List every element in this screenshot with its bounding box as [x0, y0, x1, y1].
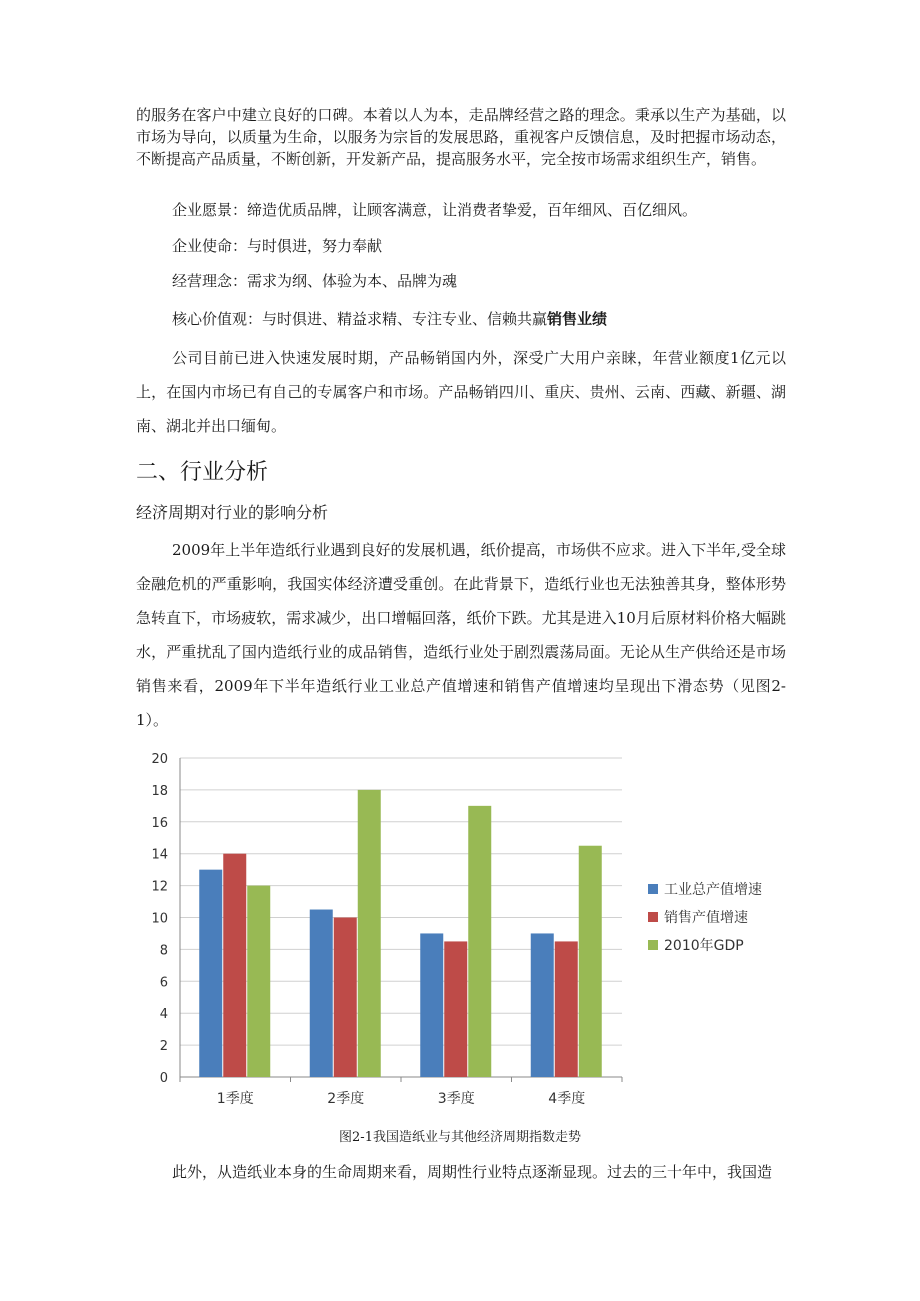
y-tick-label: 18 [151, 783, 168, 799]
philosophy-line: 经营理念：需求为纲、体验为本、品牌为魂 [172, 272, 458, 290]
bar-chart [130, 745, 790, 1115]
legend-swatch-1 [648, 884, 658, 894]
x-tick-label: 2季度 [327, 1091, 365, 1107]
closing-paragraph: 此外，从造纸业本身的生命周期来看，周期性行业特点逐渐显现。过去的三十年中，我国造 [172, 1163, 773, 1181]
section-heading: 二、行业分析 [136, 460, 269, 485]
bar-1-2 [310, 910, 333, 1077]
x-tick-label: 1季度 [216, 1091, 254, 1107]
y-tick-label: 8 [159, 943, 168, 959]
legend-swatch-3 [648, 940, 658, 950]
y-tick-label: 12 [151, 879, 168, 895]
bar-3-2 [358, 790, 381, 1077]
core-values-suffix: 销售业绩 [547, 310, 608, 328]
bar-2-4 [555, 941, 578, 1077]
bar-1-1 [199, 870, 222, 1077]
industry-paragraph: 2009年上半年造纸行业遇到良好的发展机遇，纸价提高，市场供不应求。进入下半年,受全球金融危机的严重影响，我国实体经济遭受重创。在此背景下，造纸行业也无法独善其身，整体形势急转直下，市场疲软，需求减少，出口增幅回落，纸价下跌。尤其是进入10月后原材料价格大幅跳水，严重扰乱了国内造纸行业的成品销售，造纸行业处于剧烈震荡局面。无论从生产供给还是市场销售来看，2009年下半年造纸行业工业总产值增速和销售产值增速均呈现出下滑态势（见图2-1）。 [136, 541, 786, 729]
y-tick-label: 4 [159, 1007, 168, 1023]
figure-caption: 图2-1我国造纸业与其他经济周期指数走势 [339, 1130, 581, 1145]
bar-3-1 [247, 886, 270, 1077]
y-tick-label: 2 [159, 1039, 168, 1055]
y-tick-label: 6 [159, 975, 168, 991]
core-values-text: 核心价值观：与时俱进、精益求精、专注专业、信赖共赢 [172, 310, 548, 328]
y-tick-label: 14 [151, 847, 168, 863]
bar-1-4 [531, 933, 554, 1077]
x-tick-label: 3季度 [437, 1091, 475, 1107]
bar-3-3 [468, 806, 491, 1077]
bar-2-3 [444, 941, 467, 1077]
x-tick-label: 4季度 [548, 1091, 586, 1107]
subsection-heading: 经济周期对行业的影响分析 [136, 503, 329, 522]
bar-2-1 [223, 854, 246, 1077]
bar-3-4 [579, 846, 602, 1077]
legend-swatch-2 [648, 912, 658, 922]
y-tick-label: 10 [151, 911, 168, 927]
y-tick-label: 0 [159, 1071, 168, 1086]
company-status-paragraph: 公司目前已进入快速发展时期，产品畅销国内外，深受广大用户亲睐，年营业额度1亿元以上，在国内市场已有自己的专属客户和市场。产品畅销四川、重庆、贵州、云南、西藏、新疆、湖南、湖北并出口缅甸。 [136, 349, 786, 435]
y-tick-label: 20 [151, 752, 168, 767]
intro-paragraph: 的服务在客户中建立良好的口碑。本着以人为本，走品牌经营之路的理念。秉承以生产为基础，以市场为导向，以质量为生命，以服务为宗旨的发展思路，重视客户反馈信息，及时把握市场动态，不断提高产品质量，不断创新，开发新产品，提高服务水平，完全按市场需求组织生产，销售。 [136, 106, 786, 168]
y-tick-label: 16 [151, 815, 168, 831]
mission-line: 企业使命：与时俱进，努力奉献 [172, 237, 383, 255]
bar-1-3 [420, 933, 443, 1077]
legend-label-2: 销售产值增速 [664, 910, 748, 926]
legend-label-3: 2010年GDP [664, 938, 744, 954]
bar-2-2 [334, 918, 357, 1078]
vision-line: 企业愿景：缔造优质品牌，让顾客满意，让消费者挚爱，百年细风、百亿细风。 [172, 201, 698, 219]
legend-label-1: 工业总产值增速 [664, 882, 762, 898]
core-values-line [172, 308, 607, 330]
